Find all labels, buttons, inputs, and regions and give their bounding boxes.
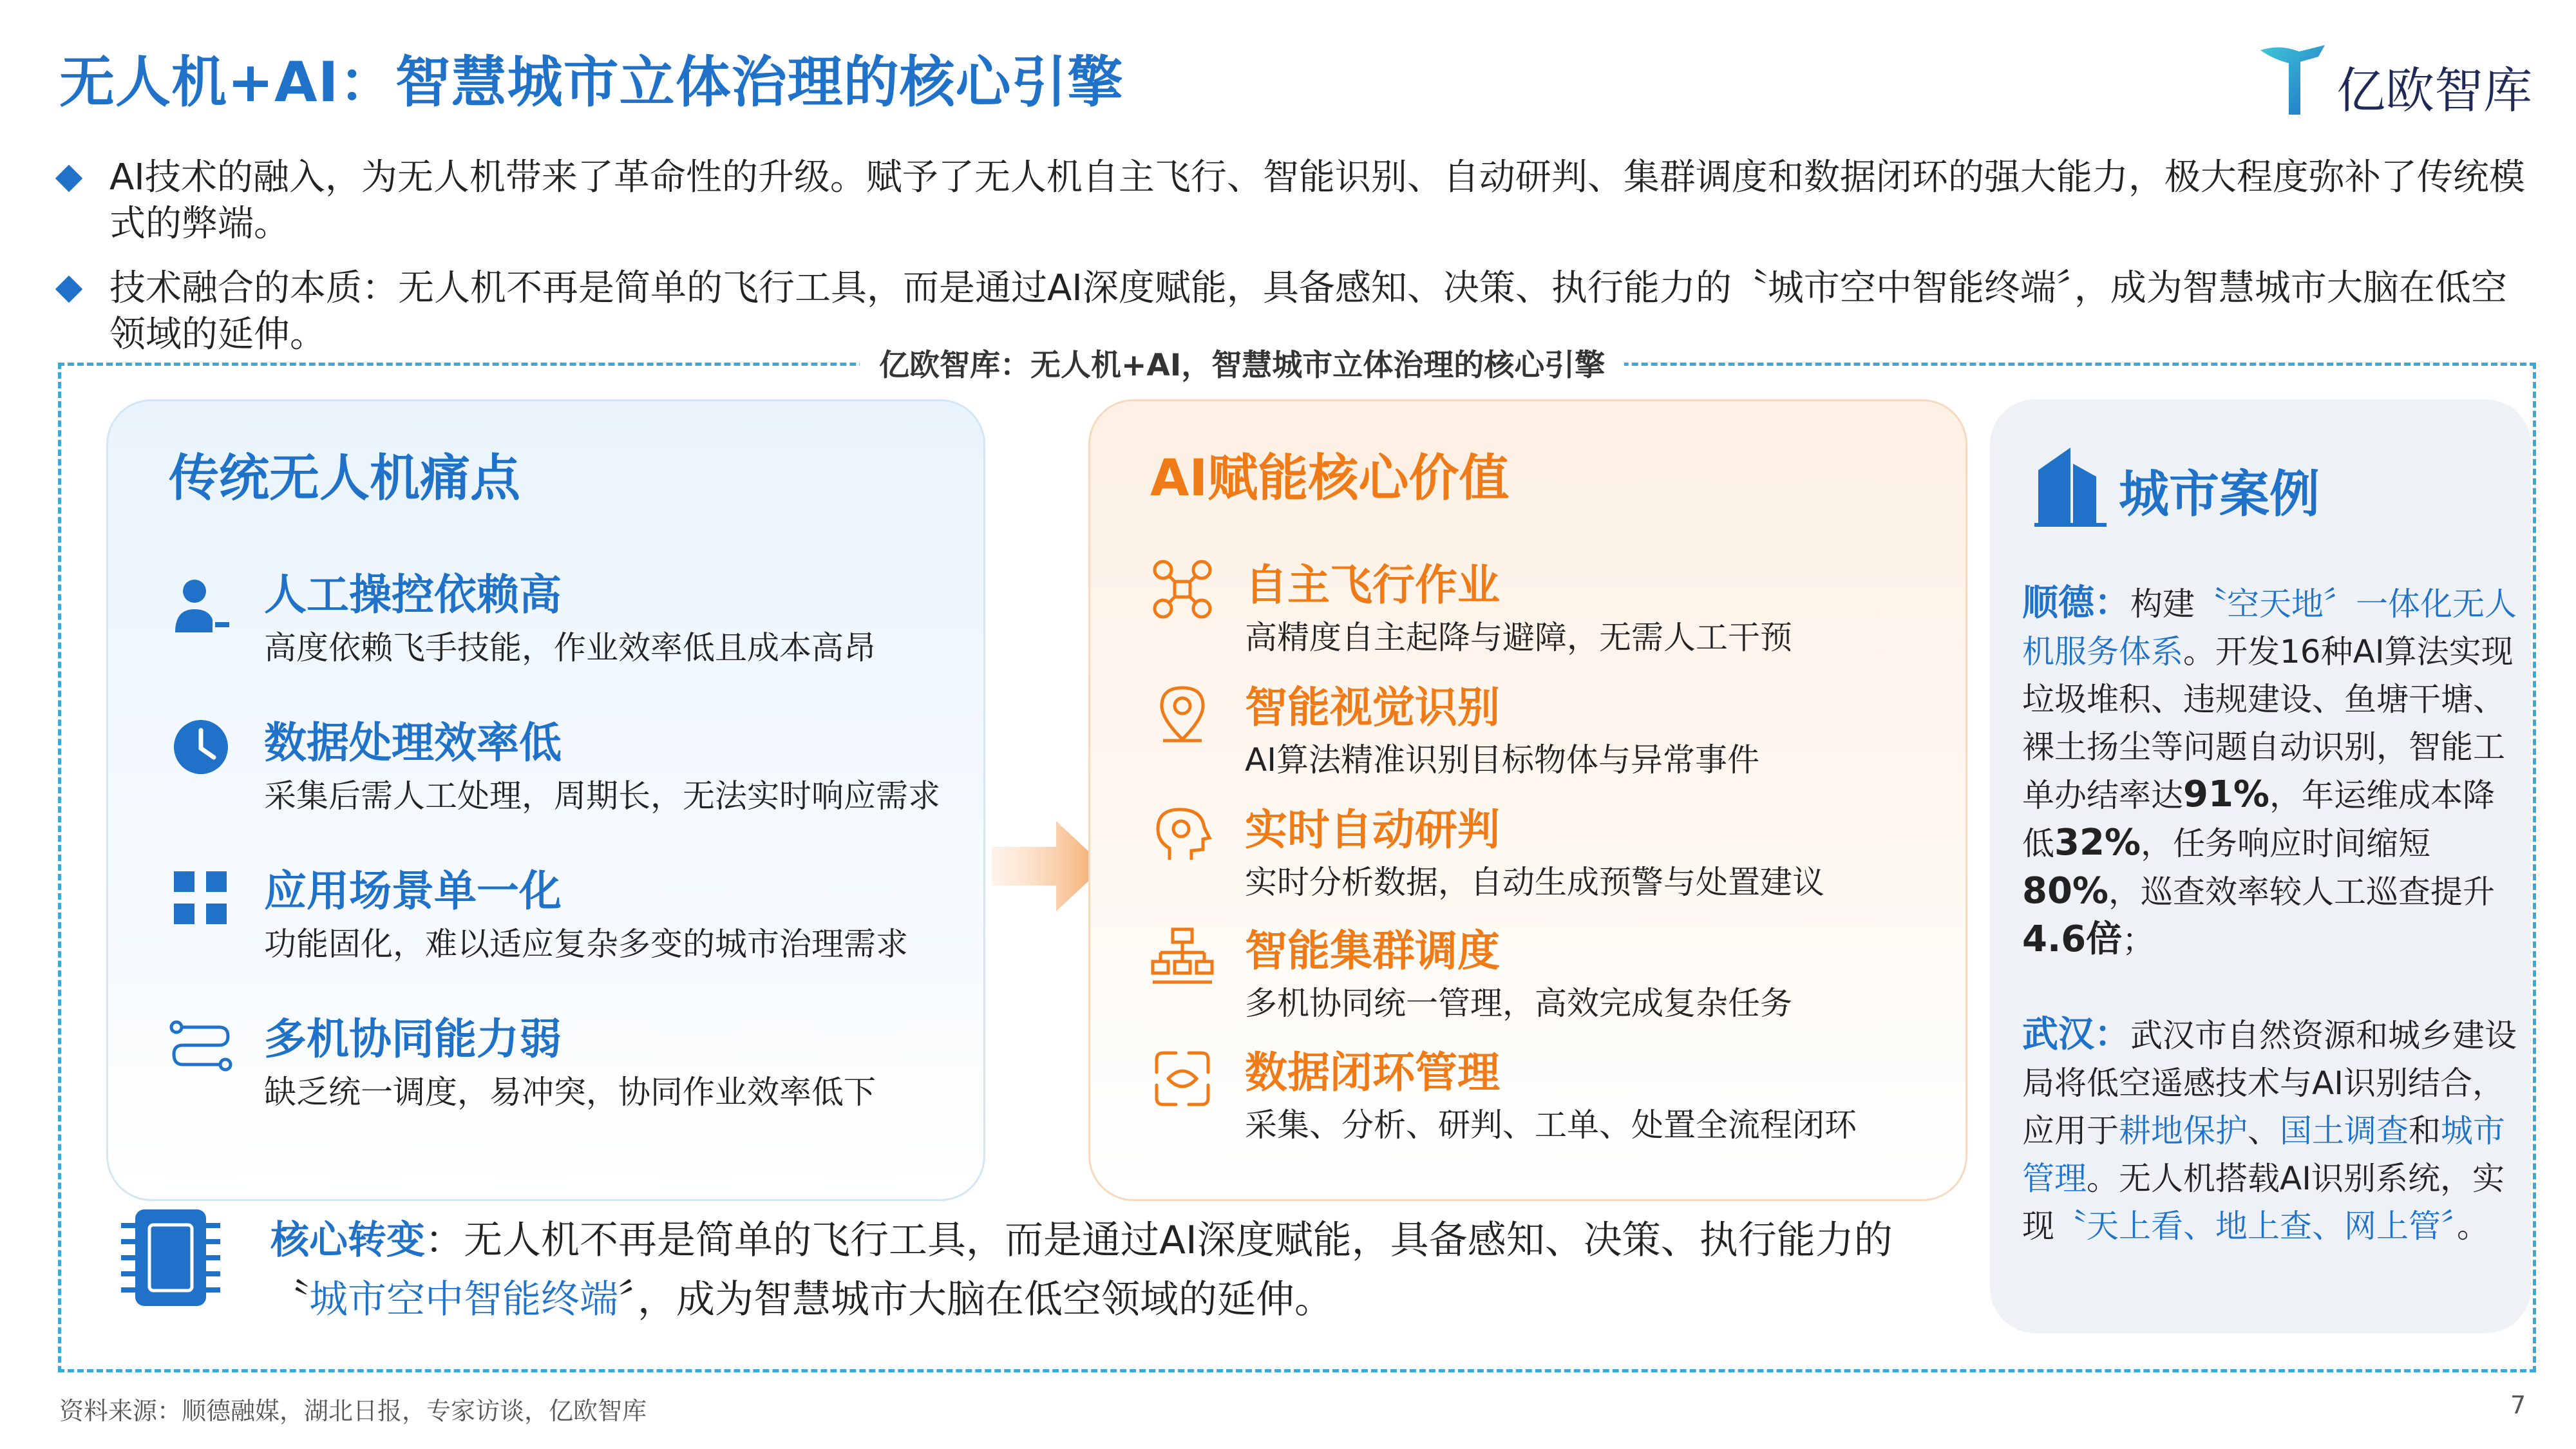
case-wuhan-text: 武汉市自然资源和城乡建设局将低空遥感技术与AI识别结合，应用于 xyxy=(2022,1017,2517,1150)
ai-item-5-title: 数据闭环管理 xyxy=(1245,1048,1500,1097)
case-shunde-stat: 80% xyxy=(2022,870,2109,912)
pain-item-4-title: 多机协同能力弱 xyxy=(264,1014,562,1064)
case-shunde xyxy=(2022,580,2524,964)
diamond-bullet-icon xyxy=(55,165,82,192)
hierarchy-icon xyxy=(1150,924,1215,989)
case-shunde-text: ； xyxy=(2122,922,2155,959)
pain-item-1-title: 人工操控依赖高 xyxy=(264,570,562,620)
pain-item-4-desc: 缺乏统一调度，易冲突，协同作业效率低下 xyxy=(264,1074,876,1111)
core-text-b: 〞，成为智慧城市大脑在低空领域的延伸。 xyxy=(618,1277,1333,1322)
person-icon xyxy=(169,573,233,638)
yiou-logo-icon xyxy=(2254,37,2331,121)
ai-item-4-desc: 多机协同统一管理，高效完成复杂任务 xyxy=(1245,985,1792,1022)
bullet-1 xyxy=(59,155,2532,247)
ai-item-3-desc: 实时分析数据，自动生成预警与处置建议 xyxy=(1245,864,1824,901)
case-shunde-text: 构建 xyxy=(2130,585,2195,623)
building-icon xyxy=(2032,444,2109,528)
case-wuhan-highlight: 〝天上看、地上查、网上管〞 xyxy=(2054,1208,2457,1245)
case-shunde-text: ，年运维成本降低 xyxy=(2022,777,2496,862)
clock-icon xyxy=(169,715,233,779)
pain-points-heading: 传统无人机痛点 xyxy=(169,450,521,507)
case-wuhan-text: 、 xyxy=(2248,1112,2280,1150)
case-shunde-city: 顺德： xyxy=(2022,582,2130,624)
case-wuhan-text: 和 xyxy=(2409,1112,2441,1150)
diamond-bullet-icon xyxy=(55,276,82,303)
pain-item-1-desc: 高度依赖飞手技能，作业效率低且成本高昂 xyxy=(264,629,876,667)
case-shunde-highlight: 〝空天地〞一体化无人机服务体系 xyxy=(2022,585,2517,670)
ai-item-1-desc: 高精度自主起降与避障，无需人工干预 xyxy=(1245,619,1792,656)
pain-item-2-title: 数据处理效率低 xyxy=(264,718,562,768)
brand-logo xyxy=(2254,37,2537,121)
frame-title: 亿欧智库：无人机+AI，智慧城市立体治理的核心引擎 xyxy=(860,341,1624,384)
route-icon xyxy=(169,1014,233,1079)
case-wuhan-highlight: 国土调查 xyxy=(2280,1112,2409,1150)
case-wuhan xyxy=(2022,1011,2524,1250)
case-shunde-stat: 91% xyxy=(2183,773,2270,815)
drone-icon xyxy=(1150,557,1215,621)
ai-item-2-desc: AI算法精准识别目标物体与异常事件 xyxy=(1245,741,1759,779)
case-shunde-stat: 4.6倍 xyxy=(2022,918,2123,960)
bullet-1-text: AI技术的融入，为无人机带来了革命性的升级。赋予了无人机自主飞行、智能识别、自动研判、集群调度和数据闭环的强大能力，极大程度弥补了传统模式的弊端。 xyxy=(109,156,2525,245)
ai-item-2-title: 智能视觉识别 xyxy=(1245,683,1500,732)
pain-item-3-desc: 功能固化，难以适应复杂多变的城市治理需求 xyxy=(264,925,908,963)
ai-item-5-desc: 采集、分析、研判、工单、处置全流程闭环 xyxy=(1245,1106,1857,1144)
case-wuhan-text: 。 xyxy=(2457,1208,2489,1245)
case-wuhan-text: 。无人机搭载AI识别系统，实现 xyxy=(2022,1160,2505,1245)
pain-item-3-title: 应用场景单一化 xyxy=(264,866,562,916)
page-title: 无人机+AI：智慧城市立体治理的核心引擎 xyxy=(59,50,1124,115)
core-highlight: 城市空中智能终端 xyxy=(309,1277,618,1322)
core-statement xyxy=(270,1211,1958,1329)
ai-item-1-title: 自主飞行作业 xyxy=(1245,560,1500,610)
brain-icon xyxy=(1150,802,1215,866)
bullet-2-text: 技术融合的本质：无人机不再是简单的飞行工具，而是通过AI深度赋能，具备感知、决策、执行能力的〝城市空中智能终端〞，成为智慧城市大脑在低空领域的延伸。 xyxy=(109,267,2507,355)
ai-item-4-title: 智能集群调度 xyxy=(1245,926,1500,976)
ai-item-3-title: 实时自动研判 xyxy=(1245,805,1500,855)
case-wuhan-city: 武汉： xyxy=(2022,1014,2130,1056)
logo-text: 亿欧智库 xyxy=(2336,62,2532,119)
case-wuhan-highlight: 耕地保护 xyxy=(2119,1112,2248,1150)
source-note: 资料来源：顺德融媒，湖北日报，专家访谈，亿欧智库 xyxy=(59,1397,647,1425)
core-text-a: ：无人机不再是简单的飞行工具，而是通过AI深度赋能，具备感知、决策、执行能力的〝 xyxy=(270,1218,1893,1322)
case-shunde-stat: 32% xyxy=(2054,822,2141,864)
ai-value-panel xyxy=(1088,399,1967,1201)
page-number: 7 xyxy=(2510,1391,2526,1419)
pain-item-2-desc: 采集后需人工处理，周期长，无法实时响应需求 xyxy=(264,777,940,815)
grid-icon xyxy=(169,866,233,931)
case-shunde-text: ，任务响应时间缩短 xyxy=(2141,825,2431,862)
ai-value-heading: AI赋能核心价值 xyxy=(1150,450,1510,507)
city-cases-heading: 城市案例 xyxy=(2119,466,2320,524)
core-label: 核心转变 xyxy=(270,1218,425,1263)
loop-icon xyxy=(1150,1046,1215,1111)
chip-icon xyxy=(116,1203,225,1312)
case-shunde-text: 。开发16种AI算法实现垃圾堆积、违规建设、鱼塘干塘、裸土扬尘等问题自动识别，智能工单办结率达 xyxy=(2022,633,2514,814)
eye-location-icon xyxy=(1150,681,1215,746)
case-shunde-text: ，巡查效率较人工巡查提升 xyxy=(2108,873,2496,911)
case-wuhan-highlight: 城市管理 xyxy=(2022,1112,2505,1197)
